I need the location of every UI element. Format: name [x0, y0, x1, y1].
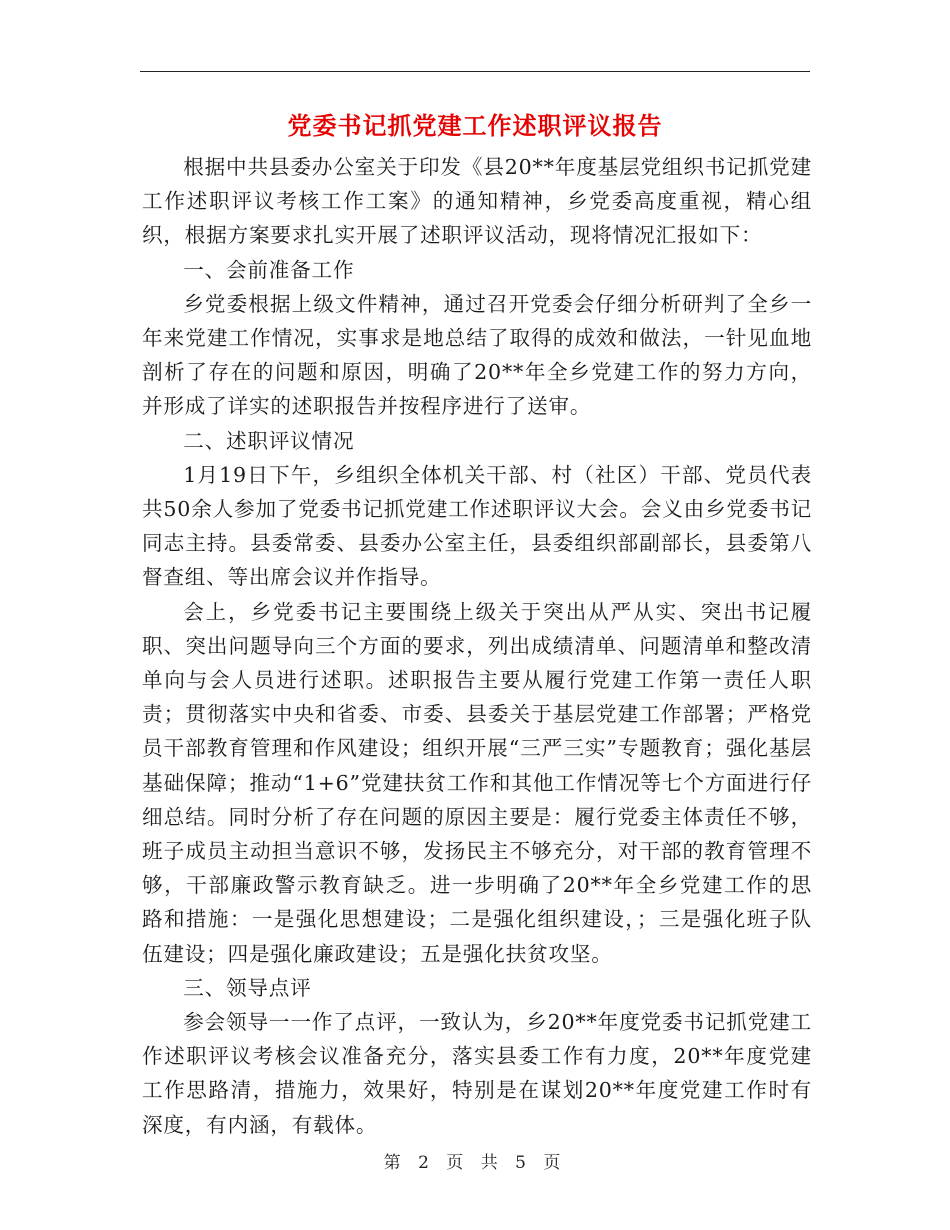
paragraph-intro: 根据中共县委办公室关于印发《县20**年度基层党组织书记抓党建工作述职评议考核工作工案》的通知精神，乡党委高度重视，精心组织，根据方案要求扎实开展了述职评议活动，现将情况汇报如下： — [142, 155, 812, 248]
section-heading-preparation: 一、会前准备工作 — [183, 257, 355, 282]
paragraph-preparation: 乡党委根据上级文件精神，通过召开党委会仔细分析研判了全乡一年来党建工作情况，实事求是地总结了取得的成效和做法，一针见血地剖析了存在的问题和原因，明确了20**年全乡党建工作的努力方向，并形成了详实的述职报告并按程序进行了送审。 — [142, 291, 812, 419]
page-number: 第 2 页 共 5 页 — [383, 1153, 567, 1173]
document-body — [142, 150, 812, 1142]
paragraph-report: 会上，乡党委书记主要围绕上级关于突出从严从实、突出书记履职、突出问题导向三个方面的要求，列出成绩清单、问题清单和整改清单向与会人员进行述职。述职报告主要从履行党建工作第一责任人职责；贯彻落实中央和省委、市委、县委关于基层党建工作部署；严格党员干部教育管理和作风建设；组织开展“三严三实”专题教育；强化基层基础保障；推动“1+6”党建扶贫工作和其他工作情况等七个方面进行仔细总结。同时分析了存在问题的原因主要是：履行党委主体责任不够，班子成员主动担当意识不够，发扬民主不够充分，对干部的教育管理不够，干部廉政警示教育缺乏。进一步明确了20**年全乡党建工作的思路和措施：一是强化思想建设；二是强化组织建设，；三是强化班子队伍建设；四是强化廉政建设；五是强化扶贫攻坚。 — [142, 599, 812, 966]
paragraph-meeting: 1月19日下午，乡组织全体机关干部、村（社区）干部、党员代表共50余人参加了党委书记抓党建工作述职评议大会。会义由乡党委书记同志主持。县委常委、县委办公室主任，县委组织部副部长，县委第八督查组、等出席会议并作指导。 — [142, 462, 812, 590]
document-title: 党委书记抓党建工作述职评议报告 — [287, 111, 663, 140]
paragraph-comments: 参会领导一一作了点评，一致认为，乡20**年度党委书记抓党建工作述职评议考核会议准备充分，落实县委工作有力度，20**年度党建工作思路清，措施力，效果好，特别是在谋划20**年度党建工作时有深度，有内涵，有载体。 — [142, 1010, 812, 1137]
section-heading-comments: 三、领导点评 — [183, 975, 312, 1000]
section-heading-review: 二、述职评议情况 — [183, 428, 355, 453]
header-rule — [140, 71, 810, 72]
